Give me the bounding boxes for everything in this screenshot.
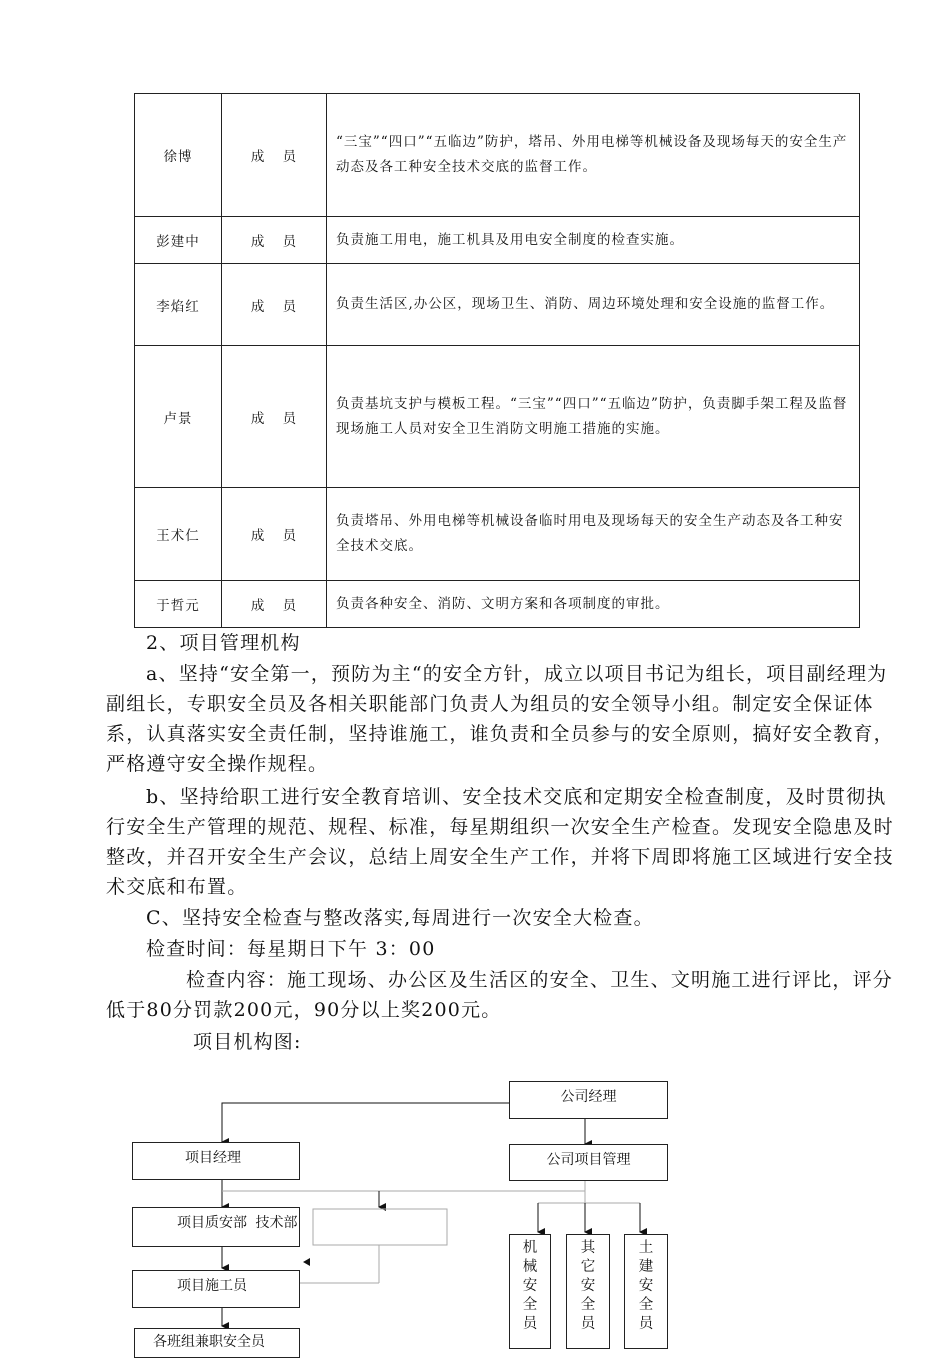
- member-role: 成 员: [222, 264, 327, 346]
- member-duty: “三宝”“四口”“五临边”防护，塔吊、外用电梯等机械设备及现场每天的安全生产动态及各工种安全技术交底的监督工作。: [327, 94, 860, 217]
- section-heading: 2、项目管理机构: [146, 632, 301, 654]
- paragraph-b: b、坚持给职工进行安全教育培训、安全技术交底和定期安全检查制度，及时贯彻执行安全生产管理的规范、规程、标准，每星期组织一次安全生产检查。发现安全隐患及时整改，并召开安全生产会议，总结上周安全生产工作，并将下周即将施工区域进行安全技术交底和布置。: [106, 786, 894, 898]
- project-manager-box: [132, 1142, 300, 1180]
- member-duty: 负责塔吊、外用电梯等机械设备临时用电及现场每天的安全生产动态及各工种安全技术交底。: [327, 488, 860, 581]
- tech-dept-label: 技术部: [255, 1215, 298, 1231]
- other-safety-box: [566, 1234, 610, 1349]
- member-name: 李焰红: [135, 264, 222, 346]
- quality-safety-label: 项目质安部: [177, 1215, 247, 1231]
- quality-safety-box: [132, 1207, 300, 1247]
- member-name: 徐博: [135, 94, 222, 217]
- member-duty: 负责各种安全、消防、文明方案和各项制度的审批。: [327, 581, 860, 628]
- company-pm-box: [509, 1144, 668, 1181]
- company-pm-label: 公司项目管理: [546, 1152, 631, 1168]
- constructor-label: 项目施工员: [177, 1278, 247, 1294]
- company-manager-label: 公司经理: [560, 1089, 617, 1105]
- member-duty: 负责施工用电，施工机具及用电安全制度的检查实施。: [327, 217, 860, 264]
- member-name: 于哲元: [135, 581, 222, 628]
- member-duty: 负责基坑支护与模板工程。“三宝”“四口”“五临边”防护，负责脚手架工程及监督现场施工人员对安全卫生消防文明施工措施的实施。: [327, 346, 860, 488]
- paragraph-a: a、坚持“安全第一，预防为主“的安全方针，成立以项目书记为组长，项目副经理为副组长，专职安全员及各相关职能部门负责人为组员的安全领导小组。制定安全保证体系，认真落实安全责任制，坚持谁施工，谁负责和全员参与的安全原则，搞好安全教育，严格遵守安全操作规程。: [106, 663, 894, 775]
- company-manager-box: [509, 1081, 668, 1119]
- member-role: 成 员: [222, 581, 327, 628]
- team-safety-box: [134, 1328, 300, 1358]
- team-safety-label: 各班组兼职安全员: [153, 1334, 265, 1350]
- member-role: 成 员: [222, 346, 327, 488]
- member-duty: 负责生活区,办公区，现场卫生、消防、周边环境处理和安全设施的监督工作。: [327, 264, 860, 346]
- check-content: 检查内容：施工现场、办公区及生活区的安全、卫生、文明施工进行评比，评分低于80分罚款200元，90分以上奖200元。: [106, 969, 894, 1021]
- member-name: 卢景: [135, 346, 222, 488]
- member-role: 成 员: [222, 217, 327, 264]
- project-manager-label: 项目经理: [185, 1150, 241, 1166]
- civil-safety-label: 土建安全员: [638, 1240, 654, 1332]
- chart-title: 项目机构图:: [193, 1031, 302, 1053]
- member-name: 彭建中: [135, 217, 222, 264]
- other-safety-label: 其它安全员: [580, 1240, 596, 1332]
- machinery-safety-box: [509, 1234, 551, 1349]
- paragraph-c: C、坚持安全检查与整改落实,每周进行一次安全大检查。: [146, 907, 654, 929]
- machinery-safety-label: 机械安全员: [522, 1240, 538, 1332]
- constructor-box: [132, 1270, 300, 1308]
- civil-safety-box: [624, 1234, 668, 1349]
- member-role: 成 员: [222, 488, 327, 581]
- member-name: 王术仁: [135, 488, 222, 581]
- member-role: 成 员: [222, 94, 327, 217]
- check-time: 检查时间：每星期日下午 3：00: [146, 938, 436, 960]
